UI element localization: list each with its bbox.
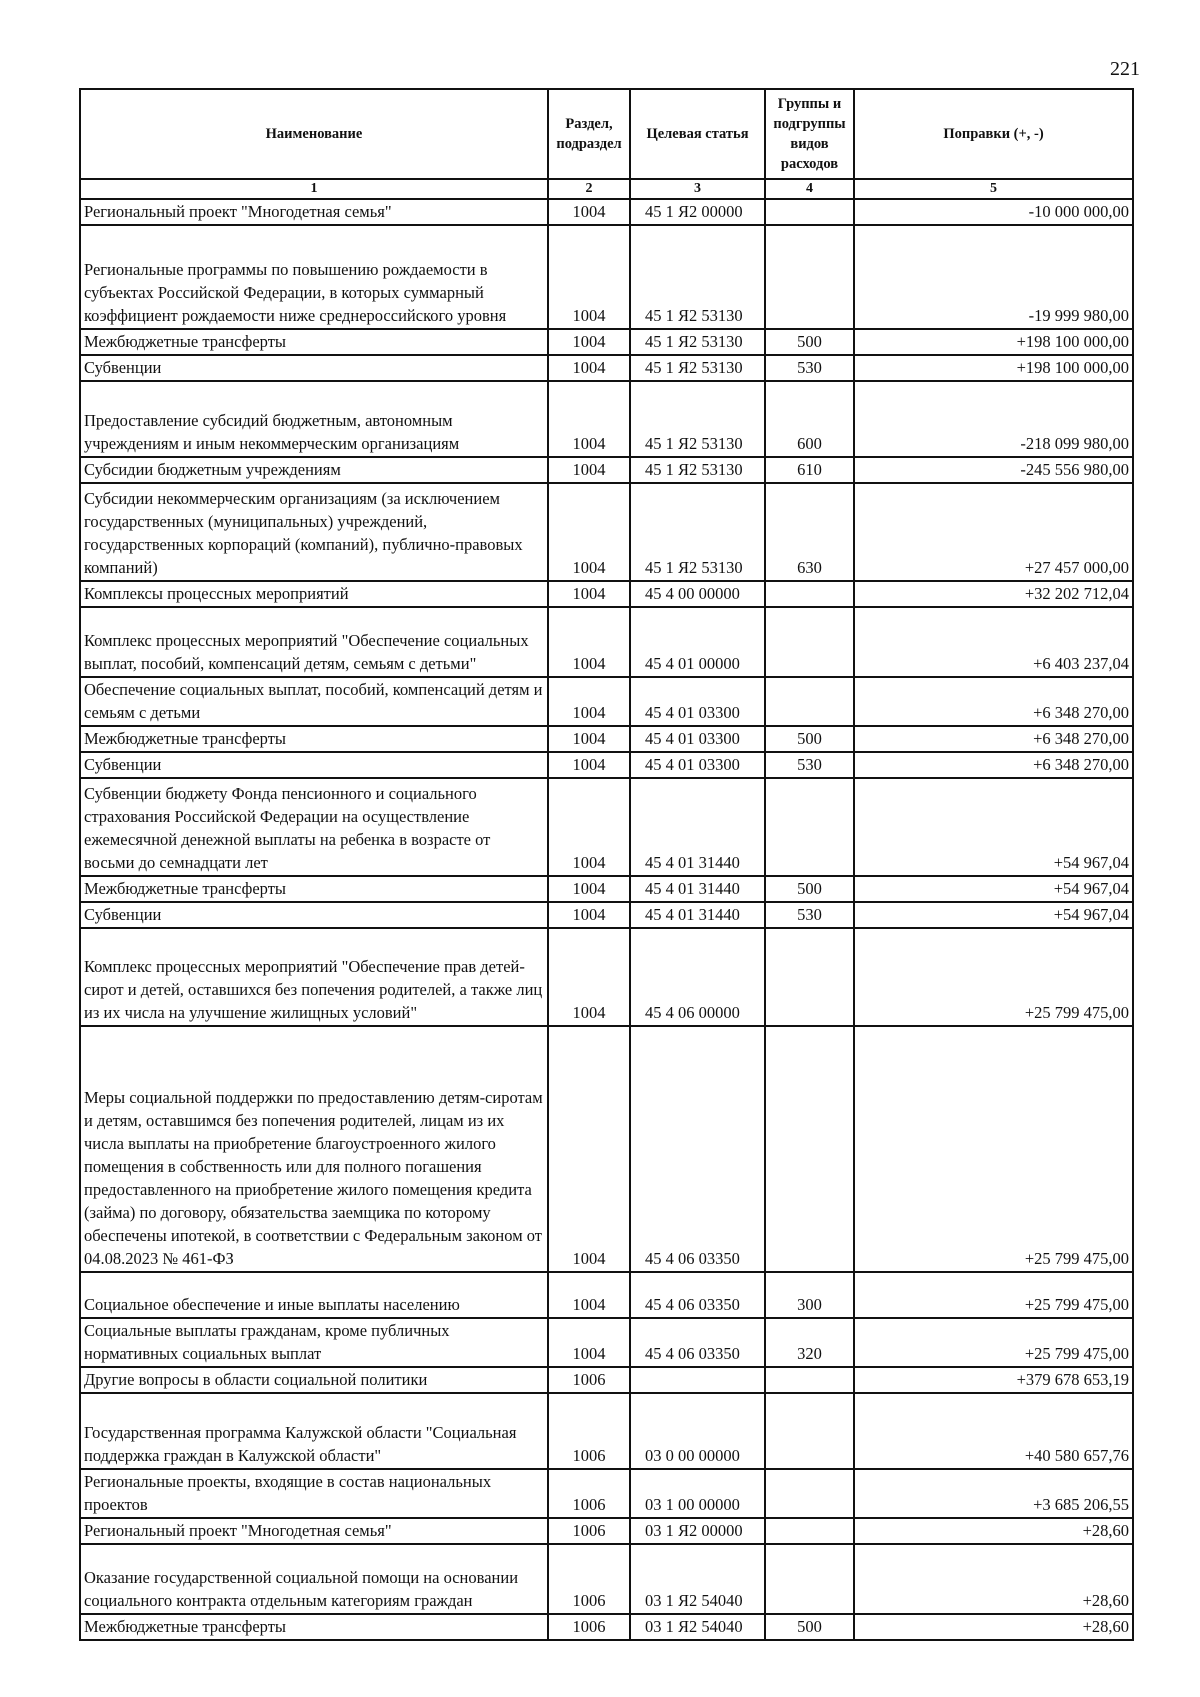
- row-section: 1006: [548, 1367, 630, 1393]
- table-row: [80, 607, 1133, 677]
- row-group: [765, 607, 854, 677]
- row-group: 500: [765, 726, 854, 752]
- row-section: 1004: [548, 607, 630, 677]
- table-row: [80, 1614, 1133, 1640]
- row-group: [765, 778, 854, 876]
- table-row: [80, 1544, 1133, 1614]
- table-row: [80, 902, 1133, 928]
- row-section: 1004: [548, 581, 630, 607]
- row-group: [765, 677, 854, 726]
- row-name: Субвенции: [80, 355, 548, 381]
- table-row: [80, 457, 1133, 483]
- row-name: Субвенции: [80, 902, 548, 928]
- table-row: [80, 1272, 1133, 1318]
- row-group: [765, 1367, 854, 1393]
- row-amount: -19 999 980,00: [854, 225, 1133, 329]
- row-amount: +27 457 000,00: [854, 483, 1133, 581]
- row-amount: +25 799 475,00: [854, 1026, 1133, 1272]
- row-amount: +379 678 653,19: [854, 1367, 1133, 1393]
- row-group: [765, 928, 854, 1026]
- row-name: Субсидии некоммерческим организациям (за исключением государственных (муниципальных) учреждений, государственных корпораций (компаний), публично-правовых компаний): [80, 483, 548, 581]
- row-section: 1004: [548, 199, 630, 225]
- row-name: Региональный проект "Многодетная семья": [80, 1518, 548, 1544]
- row-amount: -10 000 000,00: [854, 199, 1133, 225]
- row-amount: +28,60: [854, 1614, 1133, 1640]
- row-article: 45 4 06 03350: [630, 1026, 765, 1272]
- table-row: [80, 483, 1133, 581]
- row-section: 1004: [548, 726, 630, 752]
- row-article: 45 4 01 31440: [630, 778, 765, 876]
- row-group: 530: [765, 902, 854, 928]
- row-article: 45 4 06 03350: [630, 1272, 765, 1318]
- row-name: Социальные выплаты гражданам, кроме публичных нормативных социальных выплат: [80, 1318, 548, 1367]
- row-article: 03 1 00 00000: [630, 1469, 765, 1518]
- row-group: [765, 1518, 854, 1544]
- row-group: 500: [765, 876, 854, 902]
- row-section: 1004: [548, 752, 630, 778]
- row-name: Комплекс процессных мероприятий "Обеспечение прав детей-сирот и детей, оставшихся без попечения родителей, а также лиц из их числа на улучшение жилищных условий": [80, 928, 548, 1026]
- row-group: [765, 1026, 854, 1272]
- row-section: 1004: [548, 225, 630, 329]
- header-article: Целевая статья: [630, 89, 765, 179]
- row-name: Межбюджетные трансферты: [80, 726, 548, 752]
- row-amount: +6 348 270,00: [854, 677, 1133, 726]
- row-amount: +28,60: [854, 1544, 1133, 1614]
- table-row: [80, 726, 1133, 752]
- row-name: Региональный проект "Многодетная семья": [80, 199, 548, 225]
- row-article: 45 1 Я2 53130: [630, 457, 765, 483]
- row-group: 610: [765, 457, 854, 483]
- row-amount: +25 799 475,00: [854, 928, 1133, 1026]
- row-amount: +198 100 000,00: [854, 355, 1133, 381]
- row-name: Предоставление субсидий бюджетным, автономным учреждениям и иным некоммерческим организациям: [80, 381, 548, 457]
- row-article: 45 4 01 00000: [630, 607, 765, 677]
- row-article: 45 4 00 00000: [630, 581, 765, 607]
- row-amount: +6 348 270,00: [854, 752, 1133, 778]
- row-name: Оказание государственной социальной помощи на основании социального контракта отдельным категориям граждан: [80, 1544, 548, 1614]
- row-article: 45 4 01 03300: [630, 677, 765, 726]
- column-number: 5: [854, 179, 1133, 199]
- table-row: [80, 355, 1133, 381]
- row-section: 1004: [548, 1318, 630, 1367]
- column-number: 2: [548, 179, 630, 199]
- row-section: 1004: [548, 1272, 630, 1318]
- row-name: Социальное обеспечение и иные выплаты населению: [80, 1272, 548, 1318]
- row-group: [765, 1469, 854, 1518]
- table-row: [80, 752, 1133, 778]
- row-amount: +25 799 475,00: [854, 1272, 1133, 1318]
- header-name: Наименование: [80, 89, 548, 179]
- row-article: 45 1 Я2 53130: [630, 355, 765, 381]
- header-row: [80, 89, 1133, 179]
- row-amount: +25 799 475,00: [854, 1318, 1133, 1367]
- budget-amendments-table: [79, 88, 1134, 1641]
- row-article: 45 1 Я2 53130: [630, 483, 765, 581]
- table-row: [80, 876, 1133, 902]
- row-group: [765, 1544, 854, 1614]
- row-name: Обеспечение социальных выплат, пособий, компенсаций детям и семьям с детьми: [80, 677, 548, 726]
- row-article: 45 1 Я2 53130: [630, 329, 765, 355]
- row-section: 1004: [548, 483, 630, 581]
- row-article: 45 4 06 03350: [630, 1318, 765, 1367]
- row-section: 1006: [548, 1518, 630, 1544]
- row-article: 45 1 Я2 53130: [630, 225, 765, 329]
- row-amount: +3 685 206,55: [854, 1469, 1133, 1518]
- column-number: 4: [765, 179, 854, 199]
- row-amount: -245 556 980,00: [854, 457, 1133, 483]
- row-article: 45 1 Я2 00000: [630, 199, 765, 225]
- row-name: Межбюджетные трансферты: [80, 1614, 548, 1640]
- table-row: [80, 1026, 1133, 1272]
- table-row: [80, 928, 1133, 1026]
- row-amount: +54 967,04: [854, 778, 1133, 876]
- row-amount: +6 348 270,00: [854, 726, 1133, 752]
- column-number-row: [80, 179, 1133, 199]
- row-group: 600: [765, 381, 854, 457]
- row-group: [765, 199, 854, 225]
- table-row: [80, 1469, 1133, 1518]
- row-section: 1004: [548, 677, 630, 726]
- row-article: 03 0 00 00000: [630, 1393, 765, 1469]
- row-name: Государственная программа Калужской области "Социальная поддержка граждан в Калужской области": [80, 1393, 548, 1469]
- row-name: Комплекс процессных мероприятий "Обеспечение социальных выплат, пособий, компенсаций детям, семьям с детьми": [80, 607, 548, 677]
- row-name: Региональные проекты, входящие в состав национальных проектов: [80, 1469, 548, 1518]
- header-group: Группы и подгруппы видов расходов: [765, 89, 854, 179]
- table-row: [80, 1318, 1133, 1367]
- table-row: [80, 1367, 1133, 1393]
- row-article: 45 4 01 31440: [630, 902, 765, 928]
- row-group: 530: [765, 752, 854, 778]
- row-article: 03 1 Я2 54040: [630, 1544, 765, 1614]
- table-row: [80, 1518, 1133, 1544]
- row-article: 45 4 01 03300: [630, 752, 765, 778]
- row-section: 1004: [548, 329, 630, 355]
- row-amount: +28,60: [854, 1518, 1133, 1544]
- page-number: 221: [1110, 58, 1140, 80]
- column-number: 3: [630, 179, 765, 199]
- row-amount: +198 100 000,00: [854, 329, 1133, 355]
- row-section: 1004: [548, 778, 630, 876]
- row-group: 500: [765, 1614, 854, 1640]
- row-section: 1004: [548, 381, 630, 457]
- row-group: [765, 225, 854, 329]
- row-group: 630: [765, 483, 854, 581]
- row-name: Региональные программы по повышению рождаемости в субъектах Российской Федерации, в которых суммарный коэффициент рождаемости ниже среднероссийского уровня: [80, 225, 548, 329]
- row-amount: +32 202 712,04: [854, 581, 1133, 607]
- row-section: 1006: [548, 1544, 630, 1614]
- row-article: 03 1 Я2 00000: [630, 1518, 765, 1544]
- row-group: 320: [765, 1318, 854, 1367]
- row-name: Комплексы процессных мероприятий: [80, 581, 548, 607]
- table-row: [80, 1393, 1133, 1469]
- row-article: [630, 1367, 765, 1393]
- row-name: Субсидии бюджетным учреждениям: [80, 457, 548, 483]
- row-section: 1006: [548, 1469, 630, 1518]
- row-section: 1004: [548, 1026, 630, 1272]
- row-name: Субвенции бюджету Фонда пенсионного и социального страхования Российской Федерации на осуществление ежемесячной денежной выплаты на ребенка в возрасте от восьми до семнадцати лет: [80, 778, 548, 876]
- row-group: [765, 1393, 854, 1469]
- row-name: Другие вопросы в области социальной политики: [80, 1367, 548, 1393]
- column-number: 1: [80, 179, 548, 199]
- row-section: 1006: [548, 1393, 630, 1469]
- row-group: [765, 581, 854, 607]
- row-article: 45 4 06 00000: [630, 928, 765, 1026]
- row-amount: +54 967,04: [854, 902, 1133, 928]
- row-section: 1006: [548, 1614, 630, 1640]
- row-article: 45 1 Я2 53130: [630, 381, 765, 457]
- table-row: [80, 677, 1133, 726]
- row-amount: +6 403 237,04: [854, 607, 1133, 677]
- row-section: 1004: [548, 355, 630, 381]
- row-section: 1004: [548, 928, 630, 1026]
- row-group: 500: [765, 329, 854, 355]
- table-row: [80, 329, 1133, 355]
- row-amount: +54 967,04: [854, 876, 1133, 902]
- row-group: 300: [765, 1272, 854, 1318]
- row-group: 530: [765, 355, 854, 381]
- row-amount: +40 580 657,76: [854, 1393, 1133, 1469]
- row-name: Меры социальной поддержки по предоставлению детям-сиротам и детям, оставшимся без попечения родителей, лицам из их числа выплаты на приобретение благоустроенного жилого помещения в собственность или для полного погашения предоставленного на приобретение жилого помещения кредита (займа) по договору, обязательства заемщика по которому обеспечены ипотекой, в соответствии с Федеральным законом от 04.08.2023 № 461-ФЗ: [80, 1026, 548, 1272]
- row-section: 1004: [548, 876, 630, 902]
- row-name: Межбюджетные трансферты: [80, 329, 548, 355]
- row-article: 03 1 Я2 54040: [630, 1614, 765, 1640]
- table-row: [80, 225, 1133, 329]
- row-name: Межбюджетные трансферты: [80, 876, 548, 902]
- row-article: 45 4 01 31440: [630, 876, 765, 902]
- header-amount: Поправки (+, -): [854, 89, 1133, 179]
- row-section: 1004: [548, 457, 630, 483]
- row-amount: -218 099 980,00: [854, 381, 1133, 457]
- row-name: Субвенции: [80, 752, 548, 778]
- table-row: [80, 199, 1133, 225]
- table-row: [80, 778, 1133, 876]
- table-row: [80, 381, 1133, 457]
- row-article: 45 4 01 03300: [630, 726, 765, 752]
- row-section: 1004: [548, 902, 630, 928]
- table-row: [80, 581, 1133, 607]
- header-section: Раздел, подраздел: [548, 89, 630, 179]
